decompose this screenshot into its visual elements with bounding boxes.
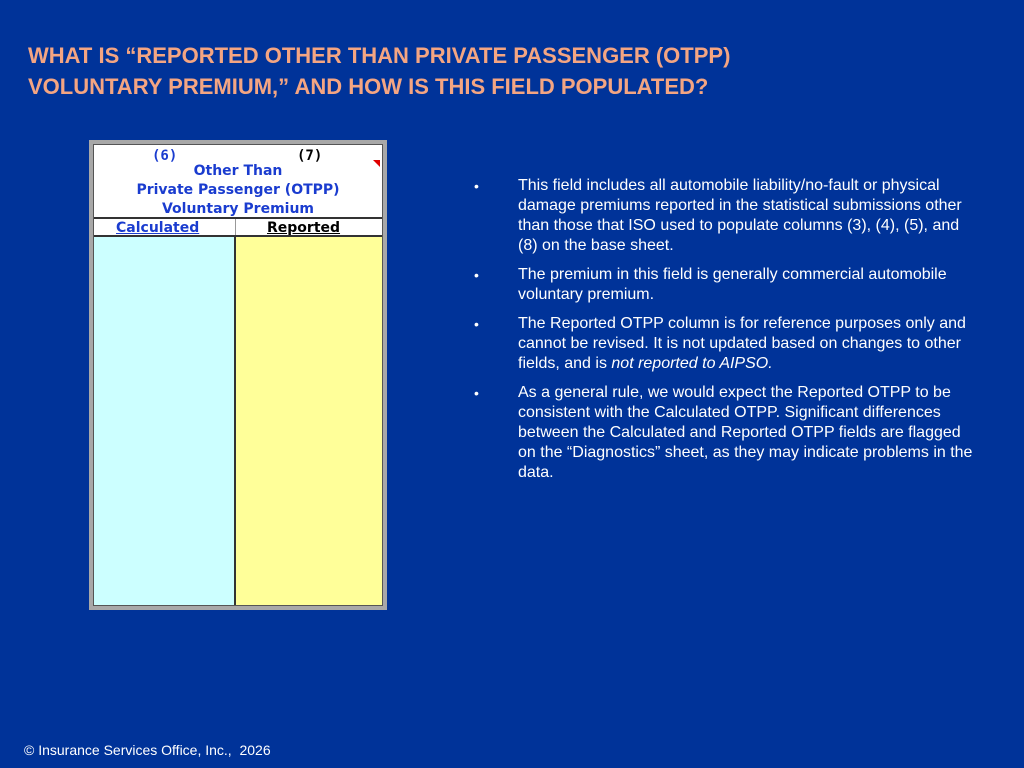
slide-title (28, 40, 988, 102)
reported-column-cells (236, 237, 382, 605)
bullet-emphasis: not reported to AIPSO. (611, 355, 773, 372)
column-6-number: (6) (152, 148, 178, 164)
bullet-marker: • (474, 178, 479, 194)
column-header-line-2: Private Passenger (OTPP) (136, 182, 340, 198)
bullet-marker: • (474, 267, 479, 283)
bullet-item (474, 176, 974, 256)
calculated-column-header: Calculated (116, 220, 200, 236)
calculated-column-cells (94, 237, 236, 605)
bullet-text: As a general rule, we would expect the Reported OTPP to be consistent with the Calculated OTPP. Significant differences between the Calculated and Reported OTPP fields are flagged on the “Diagnostics” sheet, as they may indicate problems in the data. (518, 384, 973, 481)
copyright-footer: © Insurance Services Office, Inc., 2026 (24, 742, 271, 758)
bullet-item (474, 265, 974, 305)
bullet-text: This field includes all automobile liability/no-fault or physical damage premiums reported in the statistical submissions other than those that ISO used to populate columns (3), (4), (5), and (8) on the base sheet. (518, 177, 962, 254)
bullet-text: The premium in this field is generally commercial automobile voluntary premium. (518, 266, 947, 303)
bullet-text: The Reported OTPP column is for reference purposes only and cannot be revised. It is not updated based on changes to other fields, and is (518, 315, 966, 372)
bullet-marker: • (474, 385, 479, 401)
spreadsheet-excerpt (93, 144, 383, 606)
reported-column-header: Reported (267, 220, 341, 236)
column-7-number: (7) (297, 148, 323, 164)
slide-title-line-1: WHAT IS “REPORTED OTHER THAN PRIVATE PASSENGER (OTPP) (28, 43, 731, 68)
bullet-item (474, 383, 974, 483)
slide-title-line-2: VOLUNTARY PREMIUM,” AND HOW IS THIS FIELD POPULATED? (28, 74, 709, 99)
bullet-item (474, 314, 974, 374)
column-header-line-1: Other Than (193, 163, 283, 179)
bullet-list (474, 176, 984, 492)
column-header-line-3: Voluntary Premium (161, 201, 315, 217)
spreadsheet-excerpt-image (89, 140, 387, 610)
bullet-marker: • (474, 316, 479, 332)
